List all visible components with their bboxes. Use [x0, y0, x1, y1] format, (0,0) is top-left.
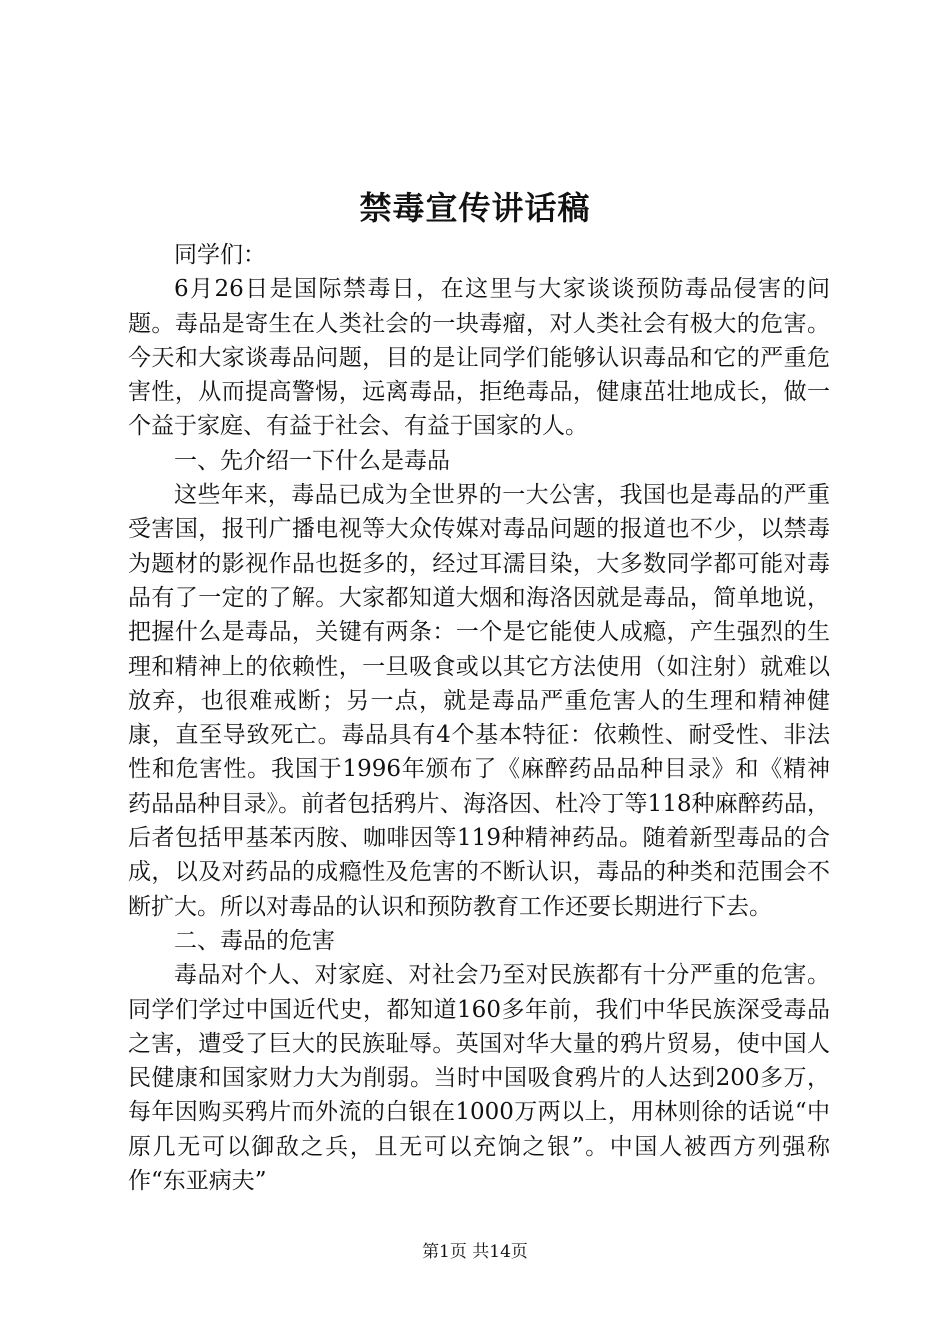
section-2-paragraph: 毒品对个人、对家庭、对社会乃至对民族都有十分严重的危害。同学们学过中国近代史，都知道160多年前，我们中华民族深受毒品之害，遭受了巨大的民族耻辱。英国对华大量的鸦片贸易，使中国人民健康和国家财力大为削弱。当时中国吸食鸦片的人达到200多万，每年因购买鸦片而外流的白银在1000万两以上，用林则徐的话说“中原几无可以御敌之兵，且无可以充饷之银”。中国人被西方列强称作“东亚病夫”	[128, 962, 830, 1195]
document-body	[128, 238, 830, 1198]
page-number-footer: 第1页 共14页	[422, 1242, 528, 1262]
section-heading-1: 一、先介绍一下什么是毒品	[174, 447, 450, 474]
section-heading-2: 二、毒品的危害	[174, 927, 335, 954]
document-title: 禁毒宣传讲话稿	[359, 189, 591, 227]
intro-paragraph: 6月26日是国际禁毒日，在这里与大家谈谈预防毒品侵害的问题。毒品是寄生在人类社会的一块毒瘤，对人类社会有极大的危害。今天和大家谈毒品问题，目的是让同学们能够认识毒品和它的严重危害性，从而提高警惕，远离毒品，拒绝毒品，健康茁壮地成长，做一个益于家庭、有益于社会、有益于国家的人。	[128, 276, 830, 440]
section-1-paragraph: 这些年来，毒品已成为全世界的一大公害，我国也是毒品的严重受害国，报刊广播电视等大众传媒对毒品问题的报道也不少，以禁毒为题材的影视作品也挺多的，经过耳濡目染，大多数同学都可能对毒品有了一定的了解。大家都知道大烟和海洛因就是毒品，简单地说，把握什么是毒品，关键有两条：一个是它能使人成瘾，产生强烈的生理和精神上的依赖性，一旦吸食或以其它方法使用（如注射）就难以放弃，也很难戒断；另一点，就是毒品严重危害人的生理和精神健康，直至导致死亡。毒品具有4个基本特征：依赖性、耐受性、非法性和危害性。我国于1996年颁布了《麻醉药品品种目录》和《精神药品品种目录》。前者包括鸦片、海洛因、杜冷丁等118种麻醉药品，后者包括甲基苯丙胺、咖啡因等119种精神药品。随着新型毒品的合成，以及对药品的成瘾性及危害的不断认识，毒品的种类和范围会不断扩大。所以对毒品的认识和预防教育工作还要长期进行下去。	[128, 482, 830, 920]
salutation: 同学们：	[174, 242, 266, 268]
